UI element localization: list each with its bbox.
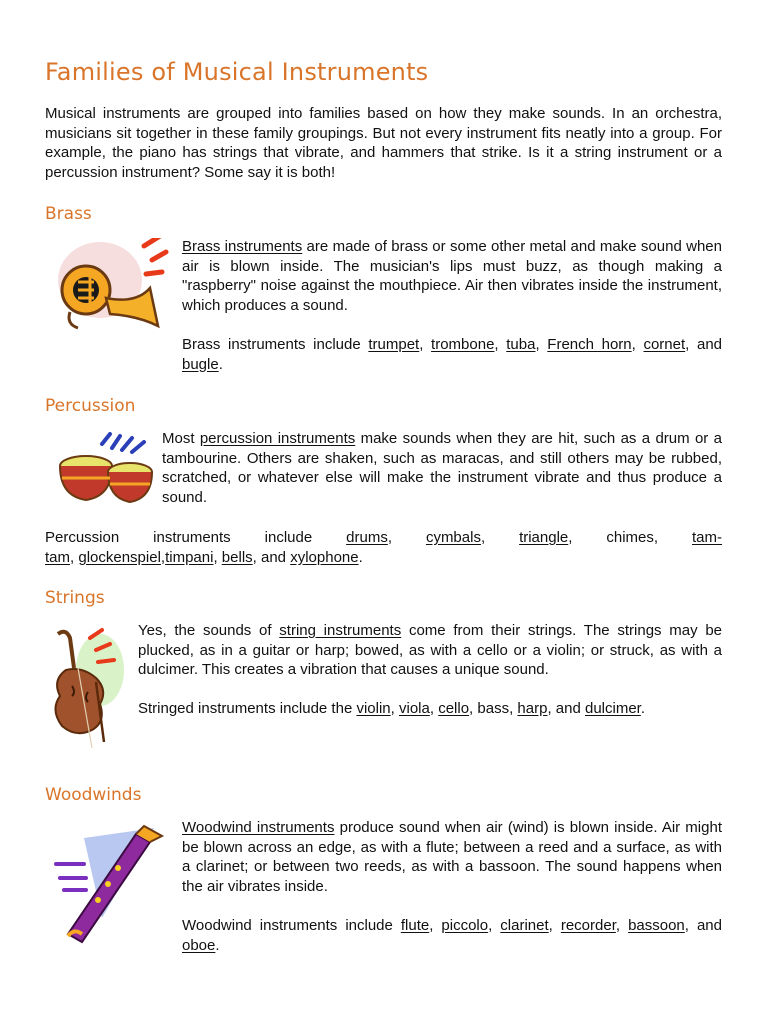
bassoon-icon <box>54 824 170 946</box>
link-cello[interactable]: cello <box>438 700 470 717</box>
link-piccolo[interactable]: piccolo <box>441 917 489 934</box>
violin-icon <box>50 626 126 752</box>
page-title: Families of Musical Instruments <box>45 58 429 86</box>
link-flute[interactable]: flute <box>400 917 430 934</box>
woodwind-instruments-link[interactable]: Woodwind instruments <box>182 819 335 836</box>
link-tam-tam-part1[interactable]: tam- <box>692 529 723 546</box>
link-triangle[interactable]: triangle <box>519 529 569 546</box>
brass-list: Brass instruments include trumpet, trombone, tuba, French horn, cornet, and bugle. <box>182 336 723 373</box>
link-dulcimer[interactable]: dulcimer <box>585 700 641 717</box>
strings-list: Stringed instruments include the violin, viola, cello, bass, harp, and dulcimer. <box>138 700 646 717</box>
link-xylophone[interactable]: xylophone <box>290 549 359 566</box>
strings-heading: Strings <box>45 588 105 608</box>
link-tuba[interactable]: tuba <box>506 336 536 353</box>
link-trumpet[interactable]: trumpet <box>368 336 420 353</box>
french-horn-icon <box>50 238 170 358</box>
link-harp[interactable]: harp <box>517 700 548 717</box>
link-recorder[interactable]: recorder <box>560 917 616 934</box>
link-bells[interactable]: bells <box>221 549 253 566</box>
link-tam-tam-part2[interactable]: tam <box>45 549 71 566</box>
percussion-list-line2: tam, glockenspiel,timpani, bells, and xylophone. <box>45 549 363 566</box>
percussion-description: Most percussion instruments make sounds when they are hit, such as a drum or a tambourine. Others are shaken, such as maracas, and still others may be rubbed, scratched, or whatever else will make the instrument vibrate and thus produce a sound. <box>162 430 722 506</box>
link-cornet[interactable]: cornet <box>643 336 686 353</box>
brass-heading: Brass <box>45 204 92 224</box>
link-glockenspiel[interactable]: glockenspiel <box>78 549 161 566</box>
strings-description: Yes, the sounds of string instruments come from their strings. The strings may be plucked, as in a guitar or harp; bowed, as with a cello or a violin; or struck, as with a dulcimer. This creates a vibration that causes a unique sound. <box>138 622 723 679</box>
percussion-heading: Percussion <box>45 396 136 416</box>
link-clarinet[interactable]: clarinet <box>500 917 549 934</box>
link-cymbals[interactable]: cymbals <box>425 529 481 546</box>
percussion-list-line1: Percussion instruments include drums, cymbals, triangle, chimes, tam- <box>45 529 723 546</box>
woodwinds-list: Woodwind instruments include flute, piccolo, clarinet, recorder, bassoon, and oboe. <box>182 917 722 954</box>
woodwinds-heading: Woodwinds <box>45 785 142 805</box>
link-bugle[interactable]: bugle <box>182 355 219 373</box>
link-violin[interactable]: violin <box>356 700 391 717</box>
brass-instruments-link[interactable]: Brass instruments <box>182 238 303 255</box>
link-timpani[interactable]: timpani <box>165 549 214 566</box>
woodwinds-description: Woodwind instruments produce sound when air (wind) is blown inside. Air might be blown across an edge, as with a flute; between a reed and a surface, as with a clarinet; or between two reeds, as with a bassoon. The sound happens when the air vibrates inside. <box>182 819 722 895</box>
link-french-horn[interactable]: French horn <box>547 336 632 353</box>
link-bassoon[interactable]: bassoon <box>628 917 685 934</box>
intro-paragraph: Musical instruments are grouped into families based on how they make sounds. In an orchestra, musicians sit together in these family groupings. But not every instrument fits neatly into a group. For example, the piano has strings that vibrate, and hammers that strike. Is it a string instrument or a percussion instrument? Some say it is both! <box>45 105 722 181</box>
bongo-drums-icon <box>58 432 154 508</box>
string-instruments-link[interactable]: string instruments <box>279 622 402 639</box>
percussion-instruments-link[interactable]: percussion instruments <box>199 430 356 447</box>
link-oboe[interactable]: oboe <box>182 936 216 954</box>
brass-description: Brass instruments are made of brass or some other metal and make sound when air is blown inside. The musician's lips must buzz, as though making a "raspberry" noise against the mouthpiece. Air then vibrates inside the instrument, which produces a sound. <box>182 238 722 314</box>
link-viola[interactable]: viola <box>398 700 430 717</box>
link-drums[interactable]: drums <box>346 529 388 546</box>
link-trombone[interactable]: trombone <box>431 336 495 353</box>
